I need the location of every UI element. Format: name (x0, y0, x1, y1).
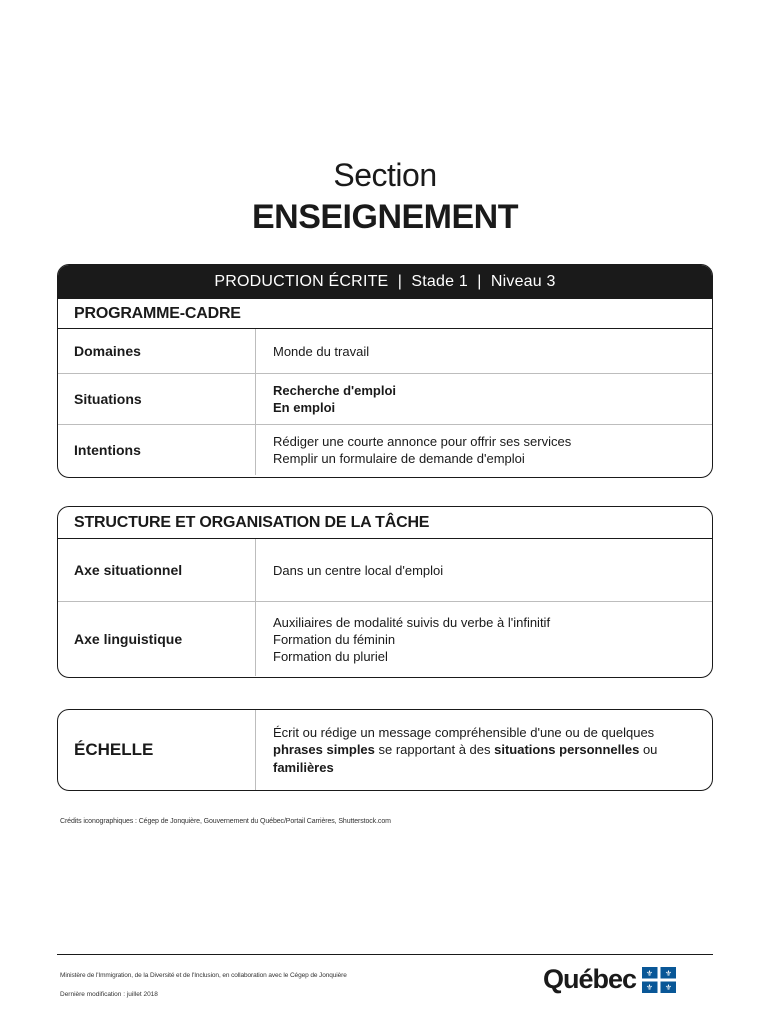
row-value (256, 329, 712, 373)
value-line: Formation du féminin (273, 631, 396, 647)
bold-phrase: phrases simples (273, 742, 375, 758)
row-label: Intentions (58, 425, 256, 475)
echelle-line-2 (273, 741, 692, 759)
quebec-logo-wordmark: Québec (543, 964, 637, 994)
svg-text:⚜: ⚜ (664, 968, 673, 978)
production-header: PRODUCTION ÉCRITE | Stade 1 | Niveau 3 (58, 265, 712, 299)
value-line: Formation du pluriel (273, 648, 388, 664)
echelle-line-1: Écrit ou rédige un message compréhensible d'une ou de quelques (273, 724, 655, 740)
echelle-box (57, 709, 713, 791)
row-domaines (58, 329, 712, 374)
programme-cadre-box (57, 264, 713, 478)
programme-cadre-heading: PROGRAMME-CADRE (58, 299, 712, 329)
value-line: Monde du travail (273, 343, 370, 359)
section-name: ENSEIGNEMENT (251, 198, 519, 236)
plain-phrase: se rapportant à des (374, 742, 495, 758)
value-line: Recherche d'emploi (273, 383, 397, 398)
structure-box (57, 506, 713, 678)
value-line: En emploi (273, 400, 336, 415)
value-line: Rédiger une courte annonce pour offrir ses services (273, 434, 572, 449)
row-label: Situations (58, 374, 256, 424)
section-label: Section (333, 157, 437, 193)
row-axe-situationnel (58, 539, 712, 602)
row-value (256, 602, 712, 676)
row-situations (58, 374, 712, 425)
footer-ministry: Ministère de l'Immigration, de la Diversité et de l'Inclusion, en collaboration avec le Cégep de Jonquière (60, 972, 347, 979)
row-label: Axe linguistique (58, 602, 256, 676)
row-value (256, 425, 712, 475)
value-line: Dans un centre local d'emploi (273, 563, 444, 578)
footer-last-modified: Dernière modification : juillet 2018 (60, 991, 158, 998)
value-line: Remplir un formulaire de demande d'emploi (273, 451, 525, 466)
row-value (256, 539, 712, 601)
row-axe-linguistique (58, 602, 712, 676)
page-title-block (0, 155, 770, 237)
row-label: Domaines (58, 329, 256, 373)
row-label: Axe situationnel (58, 539, 256, 601)
echelle-label: ÉCHELLE (58, 710, 256, 790)
svg-text:⚜: ⚜ (645, 968, 654, 978)
plain-phrase: ou (639, 742, 658, 758)
quebec-flag-icon (642, 967, 676, 993)
bold-phrase: situations personnelles (494, 742, 640, 758)
structure-heading: STRUCTURE ET ORGANISATION DE LA TÂCHE (58, 507, 712, 539)
footer-divider (57, 954, 713, 955)
row-intentions (58, 425, 712, 475)
echelle-description (256, 710, 712, 790)
svg-text:⚜: ⚜ (664, 982, 673, 992)
image-credits: Crédits iconographiques : Cégep de Jonquière, Gouvernement du Québec/Portail Carrières, Shutterstock.com (60, 818, 391, 825)
echelle-line-3: familières (273, 759, 334, 775)
svg-text:⚜: ⚜ (645, 982, 654, 992)
row-value (256, 374, 712, 424)
value-line: Auxiliaires de modalité suivis du verbe à l'infinitif (273, 614, 551, 630)
quebec-logo (543, 964, 676, 995)
